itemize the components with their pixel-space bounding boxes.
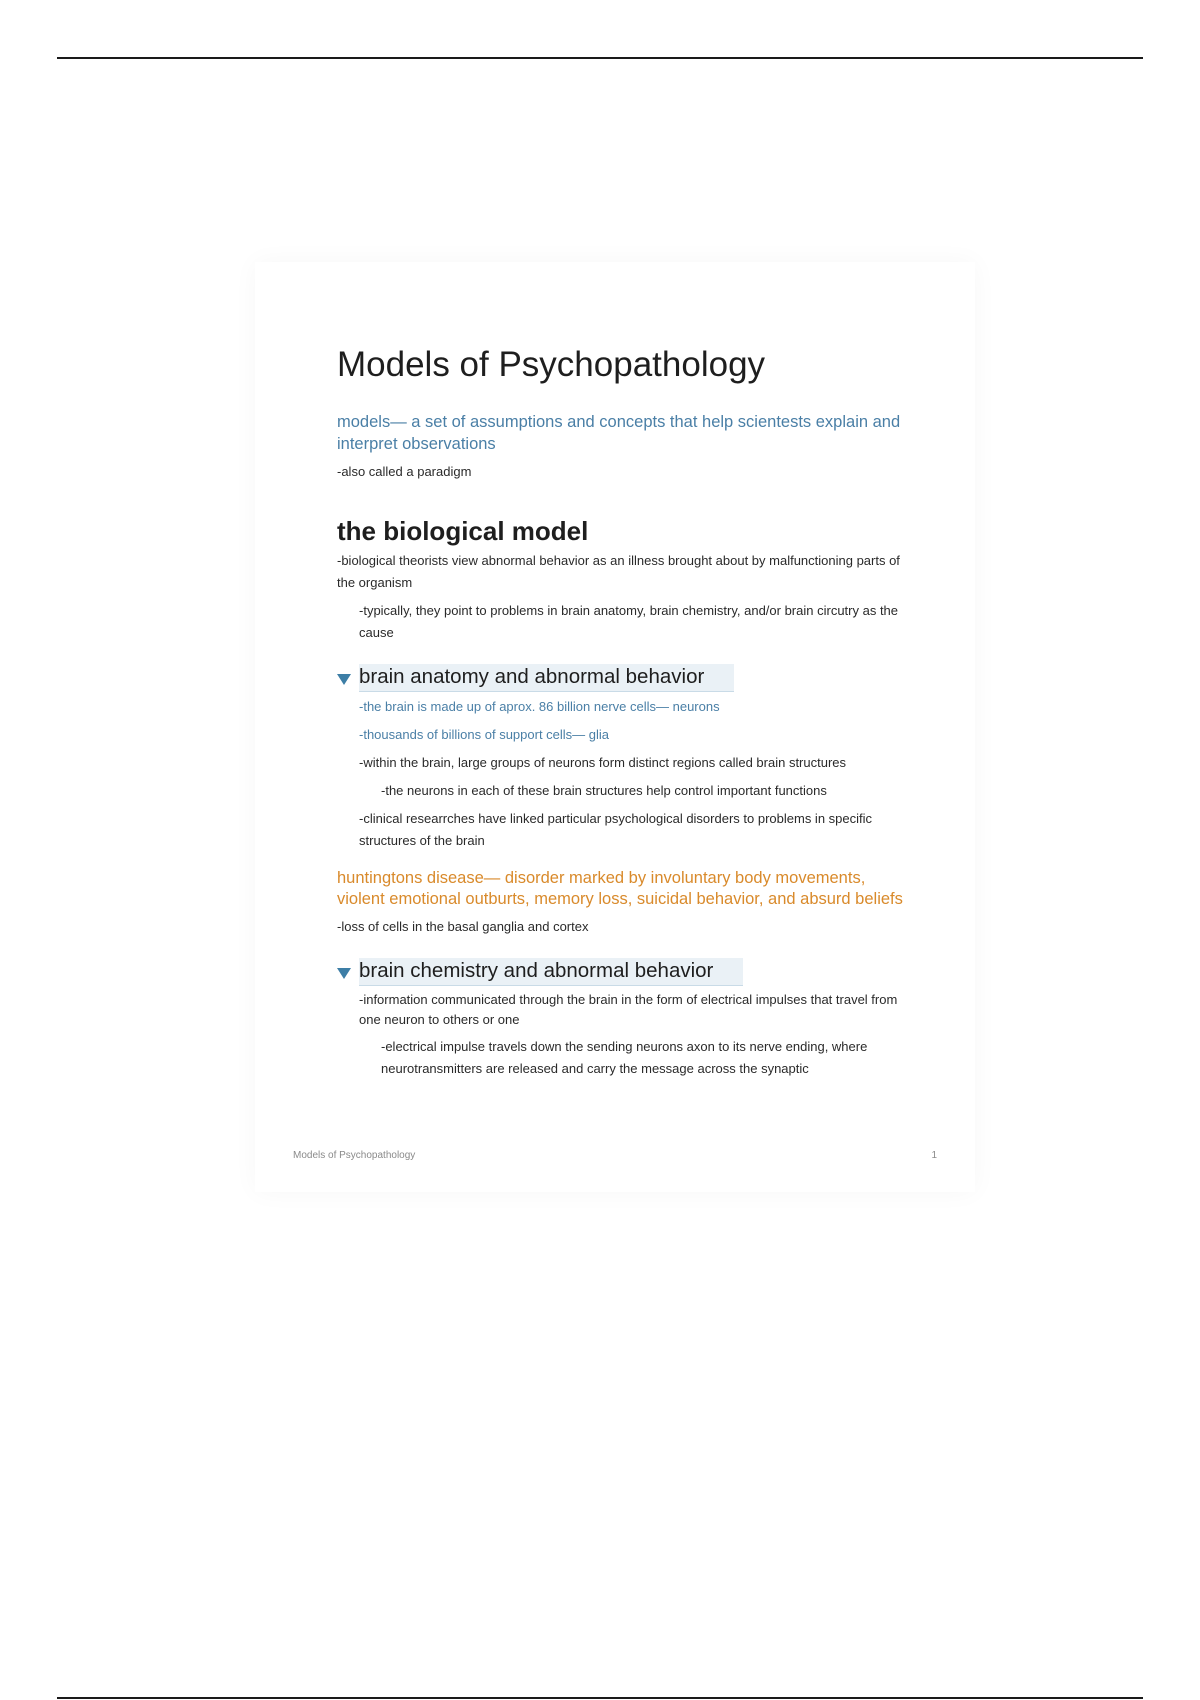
biological-note-2: -typically, they point to problems in brain anatomy, brain chemistry, and/or brain circutry as the cause [359, 603, 899, 641]
anatomy-bullet-research: -clinical researrches have linked particular psychological disorders to problems in specific structures of the brain [359, 811, 873, 849]
biological-model-heading: the biological model [337, 515, 589, 546]
brain-chemistry-heading: brain chemistry and abnormal behavior [359, 958, 743, 986]
biological-note-1: -biological theorists view abnormal behavior as an illness brought about by malfunctioning parts of the organism [337, 553, 900, 591]
huntingtons-definition: huntingtons disease— disorder marked by involuntary body movements, violent emotional outburts, memory loss, suicidal behavior, and absurd beliefs [337, 869, 903, 909]
paradigm-note: -also called a paradigm [337, 463, 472, 479]
anatomy-bullet-functions: -the neurons in each of these brain structures help control important functions [381, 783, 827, 799]
huntingtons-note: -loss of cells in the basal ganglia and cortex [337, 919, 589, 935]
anatomy-bullet-neurons: -the brain is made up of aprox. 86 billion nerve cells— neurons [359, 699, 720, 715]
brain-anatomy-heading: brain anatomy and abnormal behavior [359, 664, 734, 692]
chemistry-note-2: -electrical impulse travels down the sending neurons axon to its nerve ending, where neurotransmitters are released and carry the message across the synaptic [381, 1039, 868, 1077]
page-content [337, 346, 917, 1080]
brain-chemistry-toggle[interactable] [337, 958, 917, 986]
anatomy-bullet-structures: -within the brain, large groups of neurons form distinct regions called brain structures [359, 755, 847, 771]
document-page [255, 262, 975, 1192]
triangle-down-icon[interactable] [337, 968, 351, 979]
chemistry-note-1: -information communicated through the brain in the form of electrical impulses that travel from one neuron to others or one [359, 992, 898, 1028]
page-title: Models of Psychopathology [337, 345, 766, 384]
brain-anatomy-toggle[interactable] [337, 664, 917, 692]
top-rule [57, 57, 1143, 59]
bottom-rule [57, 1697, 1143, 1699]
footer-title: Models of Psychopathology [293, 1150, 416, 1161]
page-number: 1 [931, 1150, 937, 1161]
anatomy-bullet-glia: -thousands of billions of support cells— glia [359, 727, 610, 743]
models-definition: models— a set of assumptions and concepts that help scientests explain and interpret observations [337, 412, 901, 453]
triangle-down-icon[interactable] [337, 674, 351, 685]
